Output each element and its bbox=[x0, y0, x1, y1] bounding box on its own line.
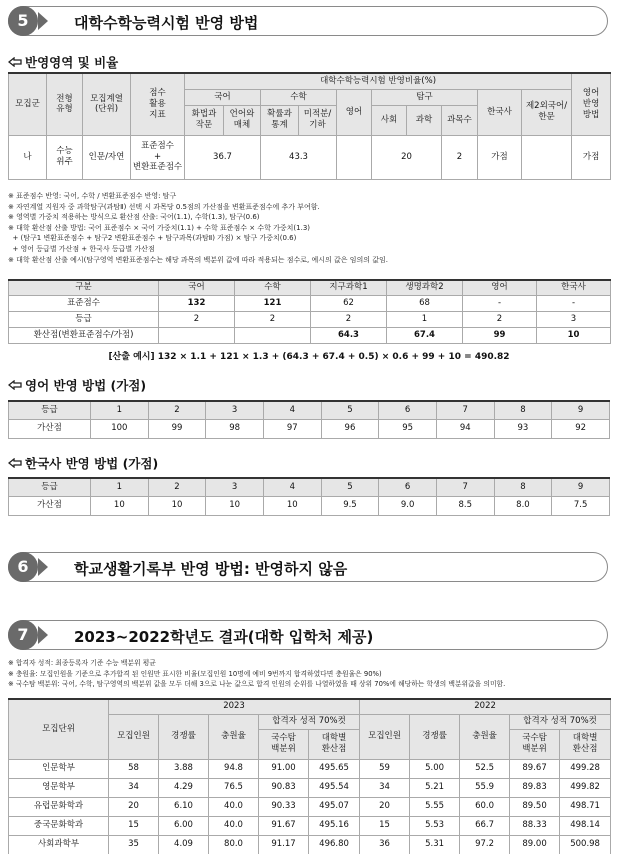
cell: 96 bbox=[321, 419, 379, 438]
th-math: 수학 bbox=[261, 89, 337, 105]
cell: 15 bbox=[360, 816, 410, 835]
note-line: ※ 대학 환산점 산출 방법: 국어 표준점수 × 국어 가중치(1.1) + 수학 표준점수 × 수학 가중치(1.3) bbox=[8, 223, 311, 232]
cell: 68 bbox=[387, 295, 463, 311]
th-inquiry: 탐구 bbox=[372, 89, 478, 105]
note-line: + 영어 등급별 가산점 + 한국사 등급별 가산점 bbox=[8, 244, 155, 253]
th: 충원율 bbox=[460, 714, 510, 759]
cell-history: 가점 bbox=[478, 135, 522, 179]
cell: 6.00 bbox=[159, 816, 209, 835]
cell: 64.3 bbox=[311, 327, 387, 343]
th: 등급 bbox=[9, 401, 91, 419]
cell-unit: 사회과학부 bbox=[9, 835, 109, 854]
cell: 5.31 bbox=[410, 835, 460, 854]
section-title: 대학수학능력시험 반영 방법 bbox=[74, 14, 259, 32]
table-row bbox=[9, 816, 611, 835]
note-line: ※ 자연계열 지원자 중 과학탐구(과탐Ⅱ) 선택 시 과목당 0.5점의 가산점을 변환표준점수에 추가 부여함. bbox=[8, 202, 320, 211]
results-notes bbox=[8, 658, 505, 690]
section-title: 2023~2022학년도 결과(대학 입학처 제공) bbox=[74, 628, 374, 646]
th-csat-group: 대학수학능력시험 반영비율(%) bbox=[185, 73, 572, 89]
cell: 15 bbox=[109, 816, 159, 835]
cell: 34 bbox=[109, 778, 159, 797]
cell: 132 bbox=[159, 295, 235, 311]
th-unit: 모집군 bbox=[9, 73, 47, 135]
cell-inquiry: 20 bbox=[372, 135, 442, 179]
cell: 40.0 bbox=[209, 797, 259, 816]
cell-english bbox=[337, 135, 372, 179]
cell: 89.00 bbox=[510, 835, 560, 854]
th: 대학별 환산점 bbox=[309, 729, 360, 759]
note-line: ※ 대학 환산점 산출 예시(탐구영역 변환표준점수는 해당 과목의 백분위 값에 따라 적용되는 점수로, 예시의 값은 임의의 값임. bbox=[8, 255, 388, 264]
arrow-right-icon bbox=[8, 57, 22, 67]
cell: 499.82 bbox=[560, 778, 611, 797]
th: 5 bbox=[321, 401, 379, 419]
th: 3 bbox=[206, 401, 264, 419]
th: 경쟁률 bbox=[159, 714, 209, 759]
th: 경쟁률 bbox=[410, 714, 460, 759]
english-table bbox=[8, 400, 610, 439]
th: 9 bbox=[552, 478, 610, 496]
ratio-table bbox=[8, 72, 611, 180]
chevron-right-icon bbox=[38, 626, 48, 644]
th: 대학별 환산점 bbox=[560, 729, 611, 759]
cell: 495.16 bbox=[309, 816, 360, 835]
cell: 2 bbox=[235, 311, 311, 327]
th-cut: 합격자 성적 70%컷 bbox=[510, 714, 611, 729]
th-kor: 국어 bbox=[185, 89, 261, 105]
th-math-sub: 확률과 통계 bbox=[261, 105, 299, 135]
th: 8 bbox=[494, 401, 552, 419]
cell: 8.0 bbox=[494, 496, 552, 515]
arrow-right-icon bbox=[8, 380, 22, 390]
subheading-text: 영어 반영 방법 (가점) bbox=[25, 378, 147, 393]
th: 4 bbox=[263, 478, 321, 496]
cell: 498.71 bbox=[560, 797, 611, 816]
cell-unit: 인문학부 bbox=[9, 759, 109, 778]
cell: 35 bbox=[109, 835, 159, 854]
th: 4 bbox=[263, 401, 321, 419]
th-inq-sub: 사회 bbox=[372, 105, 407, 135]
cell: 67.4 bbox=[387, 327, 463, 343]
cell: 91.67 bbox=[259, 816, 309, 835]
calc-example-text: [산출 예시] 132 × 1.1 + 121 × 1.3 + (64.3 + 67.4 + 0.5) × 0.6 + 99 + 10 = 490.82 bbox=[108, 352, 510, 362]
cell: 1 bbox=[387, 311, 463, 327]
cell: 59 bbox=[360, 759, 410, 778]
cell: 20 bbox=[360, 797, 410, 816]
th: 모집인원 bbox=[109, 714, 159, 759]
cell: 10 bbox=[206, 496, 264, 515]
cell: 9.0 bbox=[379, 496, 437, 515]
cell: 495.65 bbox=[309, 759, 360, 778]
cell: 10 bbox=[148, 496, 206, 515]
cell-dept: 인문/자연 bbox=[83, 135, 131, 179]
cell-unit: 나 bbox=[9, 135, 47, 179]
subheading-english bbox=[8, 376, 146, 394]
cell: 9.5 bbox=[321, 496, 379, 515]
th-kor-sub: 화법과 작문 bbox=[185, 105, 224, 135]
th-math-sub: 미적분/ 기하 bbox=[299, 105, 337, 135]
cell: 499.28 bbox=[560, 759, 611, 778]
cell: 76.5 bbox=[209, 778, 259, 797]
th-score: 점수 활용 지표 bbox=[131, 73, 185, 135]
table-row bbox=[9, 797, 611, 816]
cell-type: 수능 위주 bbox=[47, 135, 83, 179]
cell: 8.5 bbox=[436, 496, 494, 515]
th: 8 bbox=[494, 478, 552, 496]
section-7-header bbox=[8, 620, 608, 650]
cell-kor: 36.7 bbox=[185, 135, 261, 179]
cell: 20 bbox=[109, 797, 159, 816]
section-title: 학교생활기록부 반영 방법: 반영하지 않음 bbox=[74, 560, 348, 578]
th: 1 bbox=[91, 478, 149, 496]
cell: 92 bbox=[552, 419, 610, 438]
cell: 99 bbox=[148, 419, 206, 438]
calc-example-table bbox=[8, 279, 611, 344]
section-number: 7 bbox=[8, 620, 38, 650]
section-number: 6 bbox=[8, 552, 38, 582]
cell: - bbox=[463, 295, 537, 311]
row-label: 등급 bbox=[9, 311, 159, 327]
th: 국수탐 백분위 bbox=[510, 729, 560, 759]
cell: 89.50 bbox=[510, 797, 560, 816]
cell: 5.55 bbox=[410, 797, 460, 816]
cell bbox=[159, 327, 235, 343]
th-english: 영어 bbox=[337, 89, 372, 135]
cell: 4.29 bbox=[159, 778, 209, 797]
th-inq-sub: 과학 bbox=[407, 105, 442, 135]
row-label: 가산점 bbox=[9, 496, 91, 515]
th: 모집인원 bbox=[360, 714, 410, 759]
th-inq-sub: 과목수 bbox=[442, 105, 478, 135]
th-kor-sub: 언어와 매체 bbox=[224, 105, 261, 135]
note-line: ※ 충원율: 모집인원을 기준으로 추가합격 된 인원만 표시한 비율(모집인원 10명에 예비 9번까지 합격하였다면 충원율은 90%) bbox=[8, 669, 382, 678]
cell: 500.98 bbox=[560, 835, 611, 854]
cell-unit: 유럽문화학과 bbox=[9, 797, 109, 816]
cell: 36 bbox=[360, 835, 410, 854]
th: 충원율 bbox=[209, 714, 259, 759]
cell-math: 43.3 bbox=[261, 135, 337, 179]
th: 5 bbox=[321, 478, 379, 496]
cell bbox=[235, 327, 311, 343]
table-row bbox=[9, 778, 611, 797]
cell: 6.10 bbox=[159, 797, 209, 816]
row-label: 표준점수 bbox=[9, 295, 159, 311]
cell: 2 bbox=[311, 311, 387, 327]
note-line: ※ 표준점수 반영: 국어, 수학 / 변환표준점수 반영: 탐구 bbox=[8, 192, 177, 200]
subheading-history bbox=[8, 454, 158, 472]
th: 6 bbox=[379, 401, 437, 419]
cell: 95 bbox=[379, 419, 437, 438]
th-history: 한국사 bbox=[478, 89, 522, 135]
th: 국수탐 백분위 bbox=[259, 729, 309, 759]
cell: 100 bbox=[91, 419, 149, 438]
th: 1 bbox=[91, 401, 149, 419]
th-lang2: 제2외국어/ 한문 bbox=[522, 89, 572, 135]
th-dept: 모집계열 (단위) bbox=[83, 73, 131, 135]
th: 2 bbox=[148, 401, 206, 419]
section-5-header bbox=[8, 6, 608, 36]
th-unit: 모집단위 bbox=[9, 699, 109, 759]
cell-unit: 영문학부 bbox=[9, 778, 109, 797]
cell: 99 bbox=[463, 327, 537, 343]
subheading-ratio bbox=[8, 53, 118, 71]
cell: 10 bbox=[537, 327, 611, 343]
arrow-right-icon bbox=[8, 458, 22, 468]
th: 7 bbox=[436, 401, 494, 419]
cell: 88.33 bbox=[510, 816, 560, 835]
note-line: + (탐구1 변환표준점수 + 탐구2 변환표준점수 + 탐구과목(과탐Ⅱ) 가점) × 탐구 가중치(0.6) bbox=[8, 234, 297, 243]
note-line: ※ 영역별 가중치 적용하는 방식으로 환산점 산출: 국어(1.1), 수학(1.3), 탐구(0.6) bbox=[8, 213, 260, 222]
cell-lang2 bbox=[522, 135, 572, 179]
note-line: ※ 합격자 성적: 최종등록자 기준 수능 백분위 평균 bbox=[8, 659, 156, 667]
cell: 498.14 bbox=[560, 816, 611, 835]
cell: 98 bbox=[206, 419, 264, 438]
section-number: 5 bbox=[8, 6, 38, 36]
th: 6 bbox=[379, 478, 437, 496]
cell: 66.7 bbox=[460, 816, 510, 835]
cell: 97.2 bbox=[460, 835, 510, 854]
row-label: 가산점 bbox=[9, 419, 91, 438]
th: 3 bbox=[206, 478, 264, 496]
cell: 89.67 bbox=[510, 759, 560, 778]
cell: 80.0 bbox=[209, 835, 259, 854]
chevron-right-icon bbox=[38, 558, 48, 576]
th-eng-method: 영어 반영 방법 bbox=[572, 73, 611, 135]
cell: 7.5 bbox=[552, 496, 610, 515]
subheading-text: 한국사 반영 방법 (가점) bbox=[25, 456, 159, 471]
cell: 40.0 bbox=[209, 816, 259, 835]
cell-unit: 중국문화학과 bbox=[9, 816, 109, 835]
cell: 3.88 bbox=[159, 759, 209, 778]
cell: 10 bbox=[91, 496, 149, 515]
notes-block bbox=[8, 191, 388, 265]
th: 국어 bbox=[159, 280, 235, 295]
cell: 94.8 bbox=[209, 759, 259, 778]
cell: 94 bbox=[436, 419, 494, 438]
cell: 495.54 bbox=[309, 778, 360, 797]
cell: 2 bbox=[463, 311, 537, 327]
cell: 62 bbox=[311, 295, 387, 311]
cell: 91.00 bbox=[259, 759, 309, 778]
th: 수학 bbox=[235, 280, 311, 295]
th: 등급 bbox=[9, 478, 91, 496]
table-row bbox=[9, 835, 611, 854]
cell: 121 bbox=[235, 295, 311, 311]
cell: - bbox=[537, 295, 611, 311]
cell: 3 bbox=[537, 311, 611, 327]
cell: 34 bbox=[360, 778, 410, 797]
row-label: 환산점(변환표준점수/가점) bbox=[9, 327, 159, 343]
cell-count: 2 bbox=[442, 135, 478, 179]
cell: 5.00 bbox=[410, 759, 460, 778]
cell: 495.07 bbox=[309, 797, 360, 816]
th: 지구과학1 bbox=[311, 280, 387, 295]
th: 생명과학2 bbox=[387, 280, 463, 295]
chevron-right-icon bbox=[38, 12, 48, 30]
cell: 2 bbox=[159, 311, 235, 327]
cell: 90.33 bbox=[259, 797, 309, 816]
cell: 55.9 bbox=[460, 778, 510, 797]
cell: 89.83 bbox=[510, 778, 560, 797]
th: 한국사 bbox=[537, 280, 611, 295]
th: 9 bbox=[552, 401, 610, 419]
cell: 10 bbox=[263, 496, 321, 515]
cell: 60.0 bbox=[460, 797, 510, 816]
note-line: ※ 국수탐 백분위: 국어, 수학, 탐구영역의 백분위 값을 모두 더해 3으로 나눈 값으로 합격 인원의 순위를 나열하였을 때 상위 70%에 해당하는 학생의 백분위값을 의미함. bbox=[8, 680, 506, 689]
subheading-text: 반영영역 및 비율 bbox=[25, 55, 119, 70]
section-6-header bbox=[8, 552, 608, 582]
cell: 97 bbox=[263, 419, 321, 438]
cell: 90.83 bbox=[259, 778, 309, 797]
th-type: 전형 유형 bbox=[47, 73, 83, 135]
th: 2 bbox=[148, 478, 206, 496]
th: 7 bbox=[436, 478, 494, 496]
cell: 93 bbox=[494, 419, 552, 438]
th-year-2023: 2023 bbox=[109, 699, 360, 714]
cell: 58 bbox=[109, 759, 159, 778]
cell: 5.53 bbox=[410, 816, 460, 835]
cell: 91.17 bbox=[259, 835, 309, 854]
cell-eng-method: 가점 bbox=[572, 135, 611, 179]
cell-score: 표준점수 + 변환표준점수 bbox=[131, 135, 185, 179]
th: 영어 bbox=[463, 280, 537, 295]
th: 구분 bbox=[9, 280, 159, 295]
cell: 52.5 bbox=[460, 759, 510, 778]
cell: 5.21 bbox=[410, 778, 460, 797]
cell: 4.09 bbox=[159, 835, 209, 854]
th-cut: 합격자 성적 70%컷 bbox=[259, 714, 360, 729]
cell: 496.80 bbox=[309, 835, 360, 854]
table-row bbox=[9, 759, 611, 778]
th-year-2022: 2022 bbox=[360, 699, 611, 714]
history-table bbox=[8, 477, 610, 516]
results-table bbox=[8, 698, 611, 854]
